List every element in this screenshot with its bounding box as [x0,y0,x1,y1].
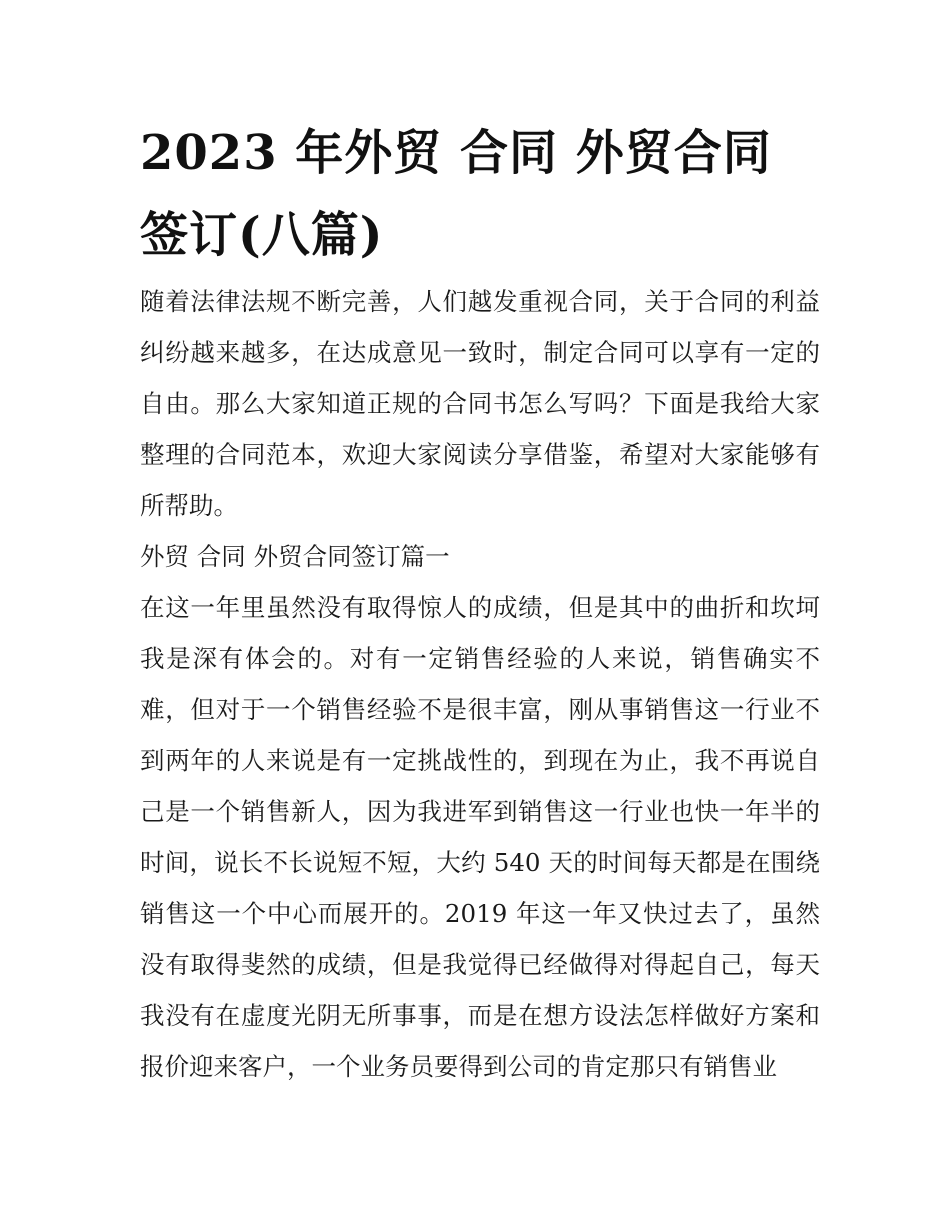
section-paragraph: 在这一年里虽然没有取得惊人的成绩，但是其中的曲折和坎坷我是深有体会的。对有一定销售经验的人来说，销售确实不难，但对于一个销售经验不是很丰富，刚从事销售这一行业不到两年的人来说是有一定挑战性的，到现在为止，我不再说自己是一个销售新人，因为我进军到销售这一行业也快一年半的时间，说长不长说短不短，大约 540 天的时间每天都是在围绕销售这一个中心而展开的。2019 年这一年又快过去了，虽然没有取得斐然的成绩，但是我觉得已经做得对得起自己，每天我没有在虚度光阴无所事事，而是在想方设法怎样做好方案和报价迎来客户，一个业务员要得到公司的肯定那只有销售业 [140,593,820,1081]
section-heading: 外贸 合同 外贸合同签订篇一 [140,542,450,571]
document-title: 2023 年外贸 合同 外贸合同签订(八篇) [140,125,772,263]
document-body [140,276,820,1092]
intro-paragraph: 随着法律法规不断完善，人们越发重视合同，关于合同的利益纠纷越来越多，在达成意见一致时，制定合同可以享有一定的自由。那么大家知道正规的合同书怎么写吗？下面是我给大家整理的合同范本，欢迎大家阅读分享借鉴，希望对大家能够有所帮助。 [140,287,820,520]
